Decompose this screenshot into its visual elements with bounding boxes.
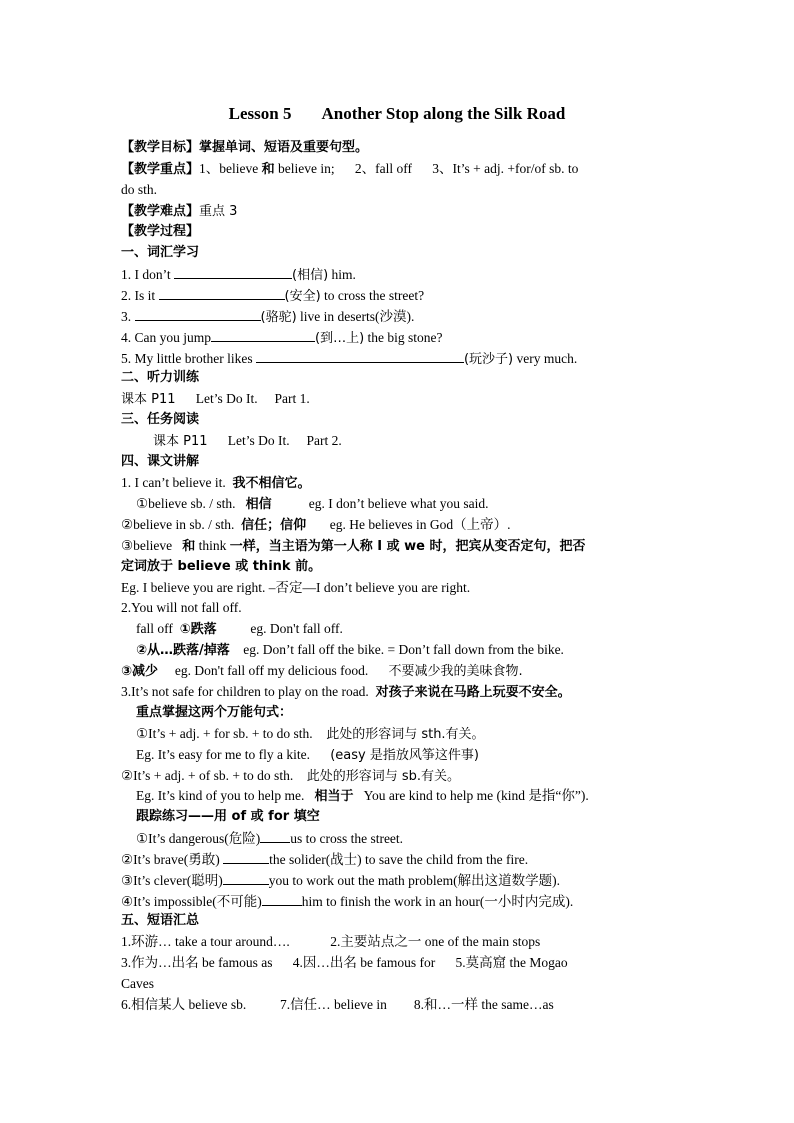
- phrases-row-2: 3.作为…出名 be famous as 4.因…出名 be famous for 5.莫高窟 the Mogao: [121, 955, 568, 970]
- answer-blank[interactable]: [223, 849, 269, 864]
- objective-line: 【教学目标】掌握单词、短语及重要句型。: [121, 140, 369, 155]
- sentence-1b: ②believe in sb. / sth. 信任；信仰 eg. He believes in God（上帝）.: [121, 517, 511, 533]
- pattern-a: ①It’s + adj. + for sb. + to do sth. 此处的形容词与 sth.有关。: [136, 726, 485, 742]
- lesson-number: Lesson 5: [228, 104, 292, 123]
- text-heading: 四、课文讲解: [121, 454, 200, 469]
- vocab-item-4: 4. Can you jump (到…上) the big stone?: [121, 327, 443, 349]
- vocab-heading: 一、词汇学习: [121, 245, 200, 260]
- reading-line: 课本 P11 Let’s Do It. Part 2.: [153, 433, 342, 449]
- answer-blank[interactable]: [260, 828, 290, 843]
- phrases-heading: 五、短语汇总: [121, 913, 200, 928]
- sentence-2a: fall off ①跌落 eg. Don't fall off.: [136, 621, 343, 637]
- answer-blank[interactable]: [174, 264, 292, 279]
- process-heading: 【教学过程】: [121, 224, 200, 239]
- listening-heading: 二、听力训练: [121, 370, 200, 385]
- vocab-item-5: 5. My little brother likes (玩沙子) very much.: [121, 348, 577, 370]
- phrases-row-1: 1.环游… take a tour around…. 2.主要站点之一 one of the main stops: [121, 934, 541, 949]
- sentence-2b: ②从…跌落/掉落 eg. Don’t fall off the bike. = Don’t fall down from the bike.: [136, 642, 564, 658]
- sentence-1a: ①believe sb. / sth. 相信 eg. I don’t believe what you said.: [136, 496, 489, 512]
- phrases-row-2-cont: Caves: [121, 976, 154, 991]
- practice-1: ①It’s dangerous(危险) us to cross the street.: [136, 828, 403, 849]
- practice-4: ④It’s impossible(不可能) him to finish the work in an hour(一小时内完成).: [121, 891, 573, 912]
- practice-2: ②It’s brave(勇敢) the solider(战士) to save the child from the fire.: [121, 849, 528, 870]
- difficulty-line: 【教学难点】重点 3: [121, 204, 238, 219]
- answer-blank[interactable]: [135, 306, 261, 321]
- answer-blank[interactable]: [223, 870, 269, 885]
- key-pattern-heading: 重点掌握这两个万能句式：: [136, 705, 293, 720]
- pattern-b: ②It’s + adj. + of sb. + to do sth. 此处的形容词与 sb.有关。: [121, 768, 460, 784]
- sentence-1: 1. I can’t believe it. 我不相信它。: [121, 475, 311, 491]
- reading-heading: 三、任务阅读: [121, 412, 200, 427]
- answer-blank[interactable]: [159, 285, 285, 300]
- keypoint-cont: do sth.: [121, 182, 158, 197]
- sentence-2c: ③减少 eg. Don't fall off my delicious food. 不要减少我的美味食物.: [121, 663, 523, 679]
- sentence-1c: ③believe 和 think 一样，当主语为第一人称 I 或 we 时，把宾从变否定句，把否: [121, 538, 586, 554]
- sentence-3: 3.It’s not safe for children to play on the road. 对孩子来说在马路上玩耍不安全。: [121, 684, 571, 700]
- keypoint-line: 【教学重点】1、believe 和 believe in; 2、fall off 3、It’s + adj. +for/of sb. to: [121, 161, 579, 177]
- answer-blank[interactable]: [211, 327, 315, 342]
- practice-3: ③It’s clever(聪明) you to work out the math problem(解出这道数学题).: [121, 870, 560, 891]
- answer-blank[interactable]: [256, 348, 464, 363]
- practice-heading: 跟踪练习——用 of 或 for 填空: [136, 809, 320, 824]
- listening-line: 课本 P11 Let’s Do It. Part 1.: [121, 391, 310, 407]
- page-title: [0, 104, 794, 124]
- vocab-item-1: 1. I don’t (相信) him.: [121, 264, 356, 286]
- pattern-a-example: Eg. It’s easy for me to fly a kite. (easy 是指放风筝这件事): [136, 747, 479, 763]
- sentence-2: 2.You will not fall off.: [121, 600, 242, 615]
- lesson-name: Another Stop along the Silk Road: [321, 104, 566, 123]
- pattern-b-example: Eg. It’s kind of you to help me. 相当于 You are kind to help me (kind 是指“你”).: [136, 788, 589, 804]
- vocab-item-2: 2. Is it (安全) to cross the street?: [121, 285, 424, 307]
- phrases-row-3: 6.相信某人 believe sb. 7.信任… believe in 8.和…一样 the same…as: [121, 997, 554, 1012]
- vocab-item-3: 3. (骆驼) live in deserts(沙漠).: [121, 306, 414, 328]
- sentence-1-example: Eg. I believe you are right. –否定—I don’t believe you are right.: [121, 580, 471, 595]
- answer-blank[interactable]: [262, 891, 302, 906]
- sentence-1c-cont: 定词放于 believe 或 think 前。: [121, 559, 322, 574]
